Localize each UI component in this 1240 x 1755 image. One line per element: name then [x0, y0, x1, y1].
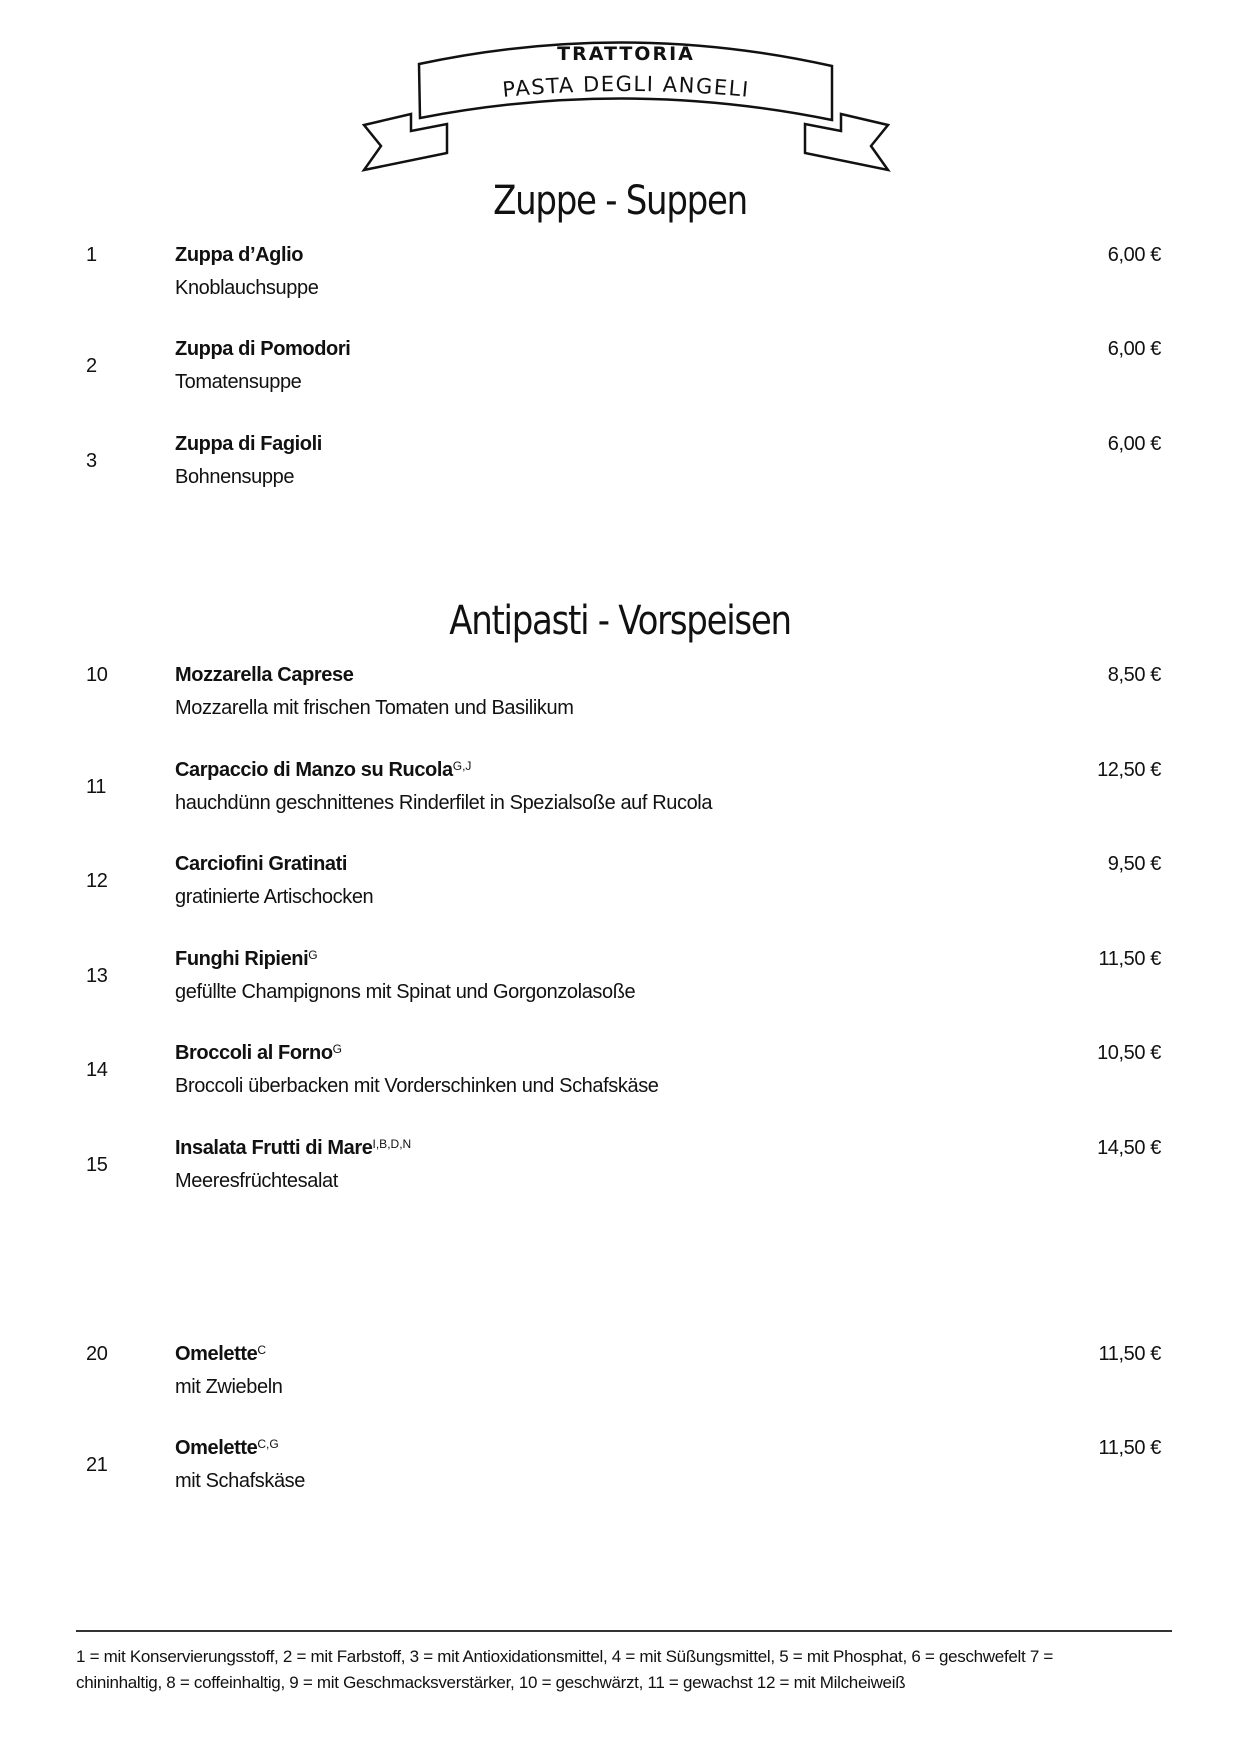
item-name: Funghi Ripieni$^G$ [175, 948, 318, 970]
menu-item [0, 429, 1240, 495]
item-name: Omelette$^{C,G}$ [175, 1437, 279, 1459]
menu-item [0, 240, 1240, 306]
item-price: 6,00 € [1107, 338, 1161, 360]
menu-item [0, 1038, 1240, 1104]
item-description: gefüllte Champignons mit Spinat und Gorgonzolasoße [175, 981, 636, 1003]
item-description: Meeresfrüchtesalat [175, 1170, 338, 1192]
item-number: 1 [86, 244, 97, 266]
item-name: Insalata Frutti di Mare$^{I,B,D,N}$ [175, 1137, 412, 1159]
item-name: Broccoli al Forno$^G$ [175, 1042, 343, 1064]
item-name: Mozzarella Caprese [175, 664, 354, 686]
item-name: Carciofini Gratinati [175, 853, 348, 875]
allergen-codes: G [308, 948, 318, 962]
item-price: 10,50 € [1097, 1042, 1161, 1064]
item-description: Mozzarella mit frischen Tomaten und Basilikum [175, 697, 574, 719]
item-description: Knoblauchsuppe [175, 277, 319, 299]
menu-item [0, 1433, 1240, 1499]
item-price: 6,00 € [1107, 433, 1161, 455]
allergen-codes: C [257, 1343, 267, 1357]
item-number: 14 [86, 1059, 108, 1081]
item-number: 2 [86, 355, 97, 377]
item-price: 11,50 € [1098, 1343, 1161, 1365]
item-name: Carpaccio di Manzo su Rucola$^{G,J}$ [175, 759, 472, 781]
footer-divider [76, 1630, 1172, 1632]
item-description: hauchdünn geschnittenes Rinderfilet in Spezialsoße auf Rucola [175, 792, 713, 814]
item-price: 9,50 € [1107, 853, 1161, 875]
item-description: Broccoli überbacken mit Vorderschinken und Schafskäse [175, 1075, 659, 1097]
item-description: Bohnensuppe [175, 466, 295, 488]
item-name: Zuppa di Pomodori [175, 338, 351, 360]
menu-item [0, 334, 1240, 400]
item-name: Omelette$^C$ [175, 1343, 267, 1365]
item-number: 20 [86, 1343, 108, 1365]
item-price: 12,50 € [1097, 759, 1161, 781]
item-number: 3 [86, 450, 97, 472]
item-price: 6,00 € [1107, 244, 1161, 266]
allergen-codes: G,J [452, 759, 472, 773]
menu-item [0, 1133, 1240, 1199]
item-description: mit Zwiebeln [175, 1376, 283, 1398]
item-number: 11 [86, 776, 106, 798]
menu-item [0, 849, 1240, 915]
item-price: 8,50 € [1107, 664, 1161, 686]
section-title-antipasti: Antipasti - Vorspeisen [449, 598, 791, 644]
menu-item [0, 944, 1240, 1010]
item-number: 15 [86, 1154, 108, 1176]
logo-line2: PASTA DEGLI ANGELI [501, 71, 751, 102]
item-name: Zuppa d’Aglio [175, 244, 304, 266]
item-price: 11,50 € [1098, 948, 1161, 970]
menu-item [0, 1339, 1240, 1405]
item-description: mit Schafskäse [175, 1470, 306, 1492]
item-number: 21 [86, 1454, 108, 1476]
restaurant-logo-banner [0, 0, 1240, 180]
allergen-codes: C,G [257, 1437, 279, 1451]
allergen-codes: G [332, 1042, 343, 1056]
item-number: 10 [86, 664, 108, 686]
allergen-codes: I,B,D,N [372, 1137, 412, 1151]
item-name: Zuppa di Fagioli [175, 433, 322, 455]
section-title-soups: Zuppe - Suppen [493, 178, 747, 224]
item-description: gratinierte Artischocken [175, 886, 374, 908]
menu-item [0, 660, 1240, 726]
item-price: 11,50 € [1098, 1437, 1161, 1459]
item-number: 13 [86, 965, 108, 987]
logo-line1: TRATTORIA [557, 43, 695, 65]
item-price: 14,50 € [1097, 1137, 1161, 1159]
item-description: Tomatensuppe [175, 371, 302, 393]
item-number: 12 [86, 870, 108, 892]
additives-legend: 1 = mit Konservierungsstoff, 2 = mit Farbstoff, 3 = mit Antioxidationsmittel, 4 = mit Süßungsmittel, 5 = mit Phosphat, 6 = geschwefelt 7 = chininhaltig, 8 = coffeinhaltig, 9 = mit Geschmacksverstärker, 10 = geschwärzt, 11 = gewachst 12 = mit Milcheiweiß [76, 1647, 1054, 1692]
menu-item [0, 755, 1240, 821]
